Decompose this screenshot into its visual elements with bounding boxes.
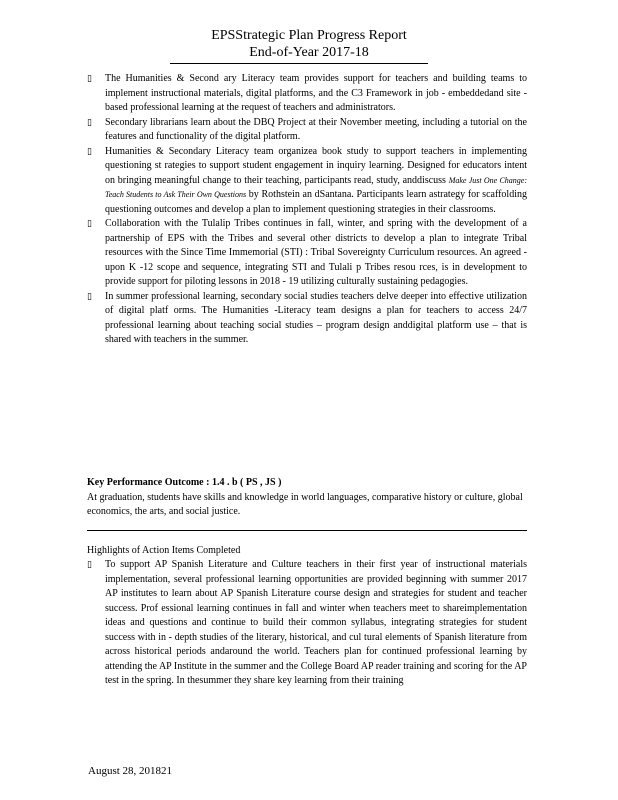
footer-date: August 28, 2018	[88, 765, 162, 777]
kpo-heading: Key Performance Outcome : 1.4 . b ( PS , JS )	[87, 477, 282, 488]
bullet-marker-icon: ▯	[87, 219, 92, 229]
bullet-item	[87, 217, 527, 290]
progress-bullet-list	[87, 72, 527, 348]
bullet-item	[87, 72, 527, 116]
bullet-text: The Humanities & Second ary Literacy team provides support for teachers and building teams to implement instructional materials, digital platforms, and the C3 Framework in job - embeddedand site - based professional learning at the request of teachers and administrators.	[105, 73, 527, 113]
title-line-1: EPSStrategic Plan Progress Report	[211, 28, 407, 43]
bullet-marker-icon: ▯	[87, 291, 92, 302]
highlights-bullet-list	[87, 558, 527, 689]
bullet-text: In summer professional learning, secondary social studies teachers delve deeper into effective utilization of digital platf orms. The Humanities -Literacy team designs a plan for teachers to access 24/7 professional learning about teaching social studies – program design anddigital platform use – that is shared with teachers in the summer.	[105, 290, 527, 345]
bullet-item	[87, 558, 527, 689]
bullet-item	[87, 290, 527, 348]
report-title	[0, 27, 618, 61]
bullet-marker-icon: ▯	[87, 560, 92, 570]
bullet-marker-icon: ▯	[87, 117, 92, 128]
key-performance-outcome	[87, 476, 527, 520]
bullet-text: Humanities & Secondary Literacy team organizea book study to support teachers in implementing questioning st rategies to support student engagement in inquiry learning. Designed for educators intent on bringing meaningful change to their teaching, participants read, study, anddiscuss	[105, 145, 527, 186]
section-divider	[87, 530, 527, 531]
bullet-marker-icon: ▯	[87, 74, 92, 84]
bullet-text: Secondary librarians learn about the DBQ Project at their November meeting, including a tutorial on the features and functionality of the digital platform.	[105, 116, 527, 142]
highlights-heading: Highlights of Action Items Completed	[87, 545, 241, 556]
bullet-text: To support AP Spanish Literature and Culture teachers in their first year of instructional materials implementation, several professional learning opportunities are provided beginning with summer 2017 AP institutes to learn about AP Spanish Literature course design and strategies for student and teacher success. Prof essional learning continues in fall and winter when teachers meet to shareimplementation ideas and questions and continue to build their common syllabus, integrating strategies for student success with in - depth studies of the literary, historical, and cul tural elements of Spanish literature from across historical periods andaround the world. Teachers plan for continued professional learning by attending the AP Institute in the summer and the College Board AP reader training and scoring for the AP test in the spring. In thesummer they share key learning from their training	[105, 559, 527, 686]
bullet-item	[87, 116, 527, 145]
title-underline	[170, 63, 428, 64]
bullet-marker-icon: ▯	[87, 146, 92, 157]
kpo-body: At graduation, students have skills and knowledge in world languages, comparative history or culture, global economics, the arts, and social justice.	[87, 491, 523, 517]
page-number: 21	[161, 765, 173, 777]
bullet-text: Make Just One Change: Teach Students to Ask Their Own Questions	[105, 175, 527, 199]
page-footer	[88, 764, 172, 778]
bullet-text: Collaboration with the Tulalip Tribes continues in fall, winter, and spring with the development of a partnership of EPS with the Tribes and several other districts to develop a plan to integrate Tribal resources with the Since Time Immemorial (STI) : Tribal Sovereignty Curriculum resources. An agreed - upon K -12 scope and sequence, integrating STI and Tulali p Tribes resou rces, is in development to provide support for piloting lessons in 2018 - 19 utilizing culturally sustaining pedagogies.	[105, 218, 527, 287]
title-line-2: End-of-Year 2017-18	[249, 45, 369, 60]
bullet-text: by Rothstein an dSantana. Participants learn astrategy for scaffolding questioning outcomes and develop a plan to implement questioning strategies in their classrooms.	[105, 189, 527, 215]
bullet-item	[87, 145, 527, 218]
